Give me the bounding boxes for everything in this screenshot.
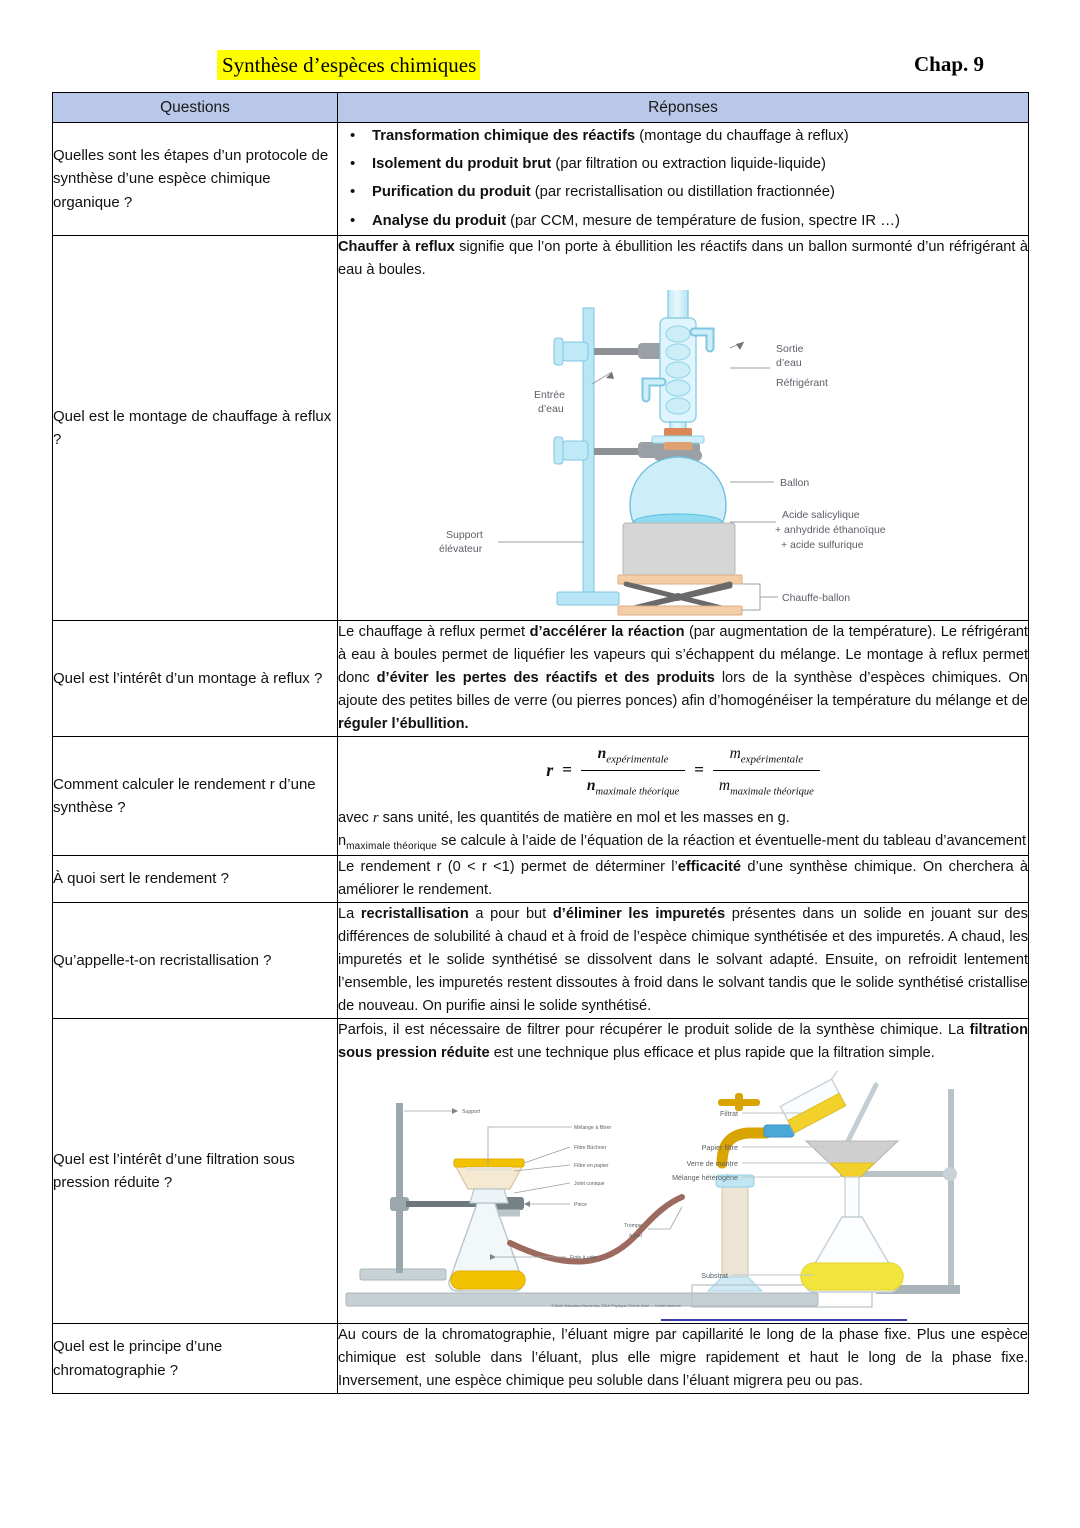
- table-row: [53, 737, 1029, 855]
- note2-var: n: [338, 833, 347, 850]
- seg-bold: efficacité: [677, 858, 742, 875]
- label-melange-heterogene: Mélange hétérogène: [672, 1173, 738, 1183]
- qa-table: [52, 92, 1029, 1394]
- reflux-apparatus-figure: [338, 290, 1028, 620]
- label-reactifs-line1: Acide salicylique: [782, 509, 860, 522]
- seg-bold: filtration sous pression réduite: [338, 1022, 1028, 1062]
- step-bold: Analyse du produit: [372, 212, 507, 229]
- label-verre-de-montre: Verre de montre: [686, 1159, 738, 1169]
- fraction-masses: [713, 740, 820, 801]
- label-pince: Pince: [574, 1202, 587, 1209]
- label-sortie-eau-line2: d’eau: [776, 357, 802, 370]
- filtration-figure: [338, 1071, 1028, 1323]
- yield-formula: [338, 740, 1028, 801]
- table-row: [53, 235, 1029, 620]
- num-n: n: [597, 745, 607, 763]
- seg: La: [338, 905, 361, 922]
- note-var: r: [372, 810, 379, 826]
- label-ballon: Ballon: [780, 477, 810, 490]
- label-fiole-a-vide: Fiole à vide: [570, 1255, 597, 1262]
- answer-paragraph: [338, 1019, 1028, 1065]
- question-cell: Quel est l’intérêt d’une filtration sous pression réduite ?: [53, 1019, 338, 1324]
- document-header: [52, 50, 1028, 88]
- question-cell: Quel est l’intérêt d’un montage à reflux ?: [53, 621, 338, 737]
- question-cell: Quel est le principe d’une chromatographie ?: [53, 1324, 338, 1394]
- step-rest: (par CCM, mesure de température de fusion, spectre IR …): [506, 212, 900, 229]
- seg: Le chauffage à reflux permet: [338, 624, 530, 641]
- seg: Le rendement r (0 < r <1) permet de déterminer l’: [338, 858, 678, 875]
- step-rest: (par filtration ou extraction liquide-liquide): [551, 156, 826, 173]
- label-papier-filtre: Papier filtre: [701, 1143, 738, 1153]
- den-n-sub: maximale théorique: [595, 786, 680, 798]
- chapter-label: Chap. 9: [913, 52, 984, 76]
- column-header-reponses: Réponses: [338, 93, 1029, 123]
- reflux-intro-rest: signifie que l’on porte à ébullition les réactifs dans un ballon surmonté d’un réfrigérant à eau à boules.: [338, 238, 1029, 278]
- label-support: Support: [462, 1109, 481, 1116]
- label-filtre-en-papier: Filtre en papier: [574, 1163, 609, 1170]
- seg: Parfois, il est nécessaire de filtrer pour récupérer le produit solide de la synthèse chimique. La: [338, 1022, 970, 1039]
- den-n: n: [586, 777, 596, 795]
- list-item: [372, 212, 1028, 231]
- step-bold: Purification du produit: [372, 184, 531, 201]
- label-trompe-line2: à eau: [629, 1233, 642, 1240]
- seg-bold: recristallisation: [360, 905, 469, 922]
- label-melange-a-filtrer: Mélange à filtrer: [574, 1125, 612, 1132]
- note-pre: avec: [338, 810, 373, 826]
- seg: est une technique plus efficace et plus rapide que la filtration simple.: [489, 1045, 935, 1062]
- step-bold: Isolement du produit brut: [372, 156, 552, 173]
- question-cell: Quel est le montage de chauffage à reflux ?: [53, 235, 338, 620]
- formula-note-1: [338, 807, 1028, 830]
- step-rest: (par recristallisation ou distillation fractionnée): [530, 184, 835, 201]
- question-cell: Qu’appelle-t-on recristallisation ?: [53, 902, 338, 1018]
- answer-cell: [338, 123, 1029, 236]
- label-joint-conique: Joint conique: [574, 1181, 605, 1188]
- page-title: Synthèse d’espèces chimiques: [217, 50, 480, 80]
- seg: d’une synthèse chimique. On cherchera à améliorer le rendement.: [338, 858, 1028, 898]
- seg: a pour but: [468, 905, 553, 922]
- answer-cell: [338, 902, 1029, 1018]
- reflux-intro-bold: Chauffer à reflux: [338, 238, 455, 255]
- num-m-sub: expérimentale: [740, 753, 804, 766]
- label-trompe-line1: Trompe: [624, 1223, 642, 1230]
- answer-paragraph: [338, 621, 1028, 736]
- question-cell: Quelles sont les étapes d’un protocole de synthèse d’une espèce chimique organique ?: [53, 123, 338, 236]
- table-header-row: [53, 93, 1029, 123]
- label-sortie-eau-line1: Sortie: [776, 343, 804, 356]
- den-m: m: [718, 777, 731, 795]
- seg: présentes dans un solide en jouant sur des différences de solubilité à chaud et à froid de l’espèce chimique synthétisée et des impuretés. A chaud, les impuretés et le solide synthétisé se dissolvent dans le solvant adapté. Ensuite, on refroidit lentement l’ensemble, les impuretés restent dissoutes à froid dans le solvant tandis que le solide synthétisé cristallise de nouveau. On purifie ainsi le solide synthétisé.: [338, 905, 1028, 1015]
- seg-bold: d’accélérer la réaction: [529, 624, 685, 641]
- label-entree-eau-line2: d’eau: [538, 403, 564, 416]
- label-support-line1: Support: [446, 529, 483, 542]
- answer-paragraph: Au cours de la chromatographie, l’éluant migre par capillarité le long de la phase fixe. Plus une espèce chimique est soluble dans l’éluant, plus elle migre rapidement et haut le long de la phase fixe. Inversement, une espèce chimique peu soluble dans l’éluant migrera peu ou pas.: [338, 1327, 1028, 1390]
- label-reactifs-line2: + anhydride éthanoïque: [775, 524, 886, 537]
- answer-cell: [338, 235, 1029, 620]
- label-reactifs-line3: + acide sulfurique: [781, 539, 864, 552]
- table-row: [53, 855, 1029, 902]
- seg-bold: d’éliminer les impuretés: [552, 905, 726, 922]
- note2-sub: maximale théorique: [346, 840, 437, 852]
- formula-equals-2: =: [694, 760, 704, 780]
- label-refrigerant: Réfrigérant: [776, 377, 828, 390]
- step-bold: Transformation chimique des réactifs: [372, 128, 636, 144]
- blue-underline: [661, 1319, 907, 1321]
- seg-bold: réguler l’ébullition.: [338, 716, 469, 733]
- formula-note-2: [338, 830, 1028, 855]
- seg-bold: d’éviter les pertes des réactifs et des produits: [376, 670, 715, 687]
- seg: (par augmentation de la température). Le réfrigérant à eau à boules permet de liquéfier les vapeurs qui s’échappent du mélange. Le montage à reflux permet donc: [338, 624, 1028, 687]
- note2-post: se calcule à l’aide de l’équation de la réaction et éventuelle-ment du tableau d’avancement: [437, 833, 1027, 850]
- table-row: [53, 1019, 1029, 1324]
- seg: lors de la synthèse d’espèces chimiques. On ajoute des petites billes de verre (ou pierres ponces) afin d’homogénéiser la température du mélange et de: [338, 670, 1028, 710]
- num-m: m: [729, 745, 741, 763]
- figure-credit: © Belin Éducation/Humensis, 2019 Physique-Chimie 2nde — Droits réservés: [551, 1303, 681, 1308]
- den-m-sub: maximale théorique: [730, 786, 814, 798]
- column-header-questions: Questions: [53, 93, 338, 123]
- table-row: [53, 902, 1029, 1018]
- label-filtre-buchner: Filtre Büchner: [574, 1145, 607, 1152]
- question-cell: À quoi sert le rendement ?: [53, 855, 338, 902]
- label-filtrat: Filtrat: [720, 1109, 738, 1119]
- formula-equals-1: =: [562, 760, 572, 780]
- answer-paragraph: [338, 903, 1028, 1018]
- reflux-intro: [338, 236, 1028, 282]
- answer-cell: [338, 1019, 1029, 1324]
- fraction-moles: [581, 740, 685, 801]
- steps-list: [338, 127, 1028, 231]
- list-item: [372, 127, 1028, 146]
- answer-cell: [338, 737, 1029, 855]
- reflux-diagram-svg: [338, 290, 1010, 620]
- answer-cell: [338, 621, 1029, 737]
- table-row: [53, 123, 1029, 236]
- note-post: sans unité, les quantités de matière en mol et les masses en g.: [378, 810, 790, 826]
- answer-cell: [338, 1324, 1029, 1394]
- answer-paragraph: [338, 856, 1028, 902]
- answer-cell: [338, 855, 1029, 902]
- list-item: [372, 183, 1028, 202]
- formula-variable: r: [546, 760, 554, 781]
- label-entree-eau-line1: Entrée: [534, 389, 565, 402]
- label-support-line2: élévateur: [439, 543, 483, 556]
- filtration-diagram-svg: [338, 1071, 1010, 1323]
- table-row: [53, 621, 1029, 737]
- label-substrat: Substrat: [701, 1271, 728, 1281]
- question-cell: Comment calculer le rendement r d’une synthèse ?: [53, 737, 338, 855]
- list-item: [372, 155, 1028, 174]
- table-row: [53, 1324, 1029, 1394]
- step-rest: (montage du chauffage à reflux): [635, 128, 849, 144]
- label-chauffe-ballon: Chauffe-ballon: [782, 592, 851, 605]
- num-n-sub: expérimentale: [606, 753, 669, 766]
